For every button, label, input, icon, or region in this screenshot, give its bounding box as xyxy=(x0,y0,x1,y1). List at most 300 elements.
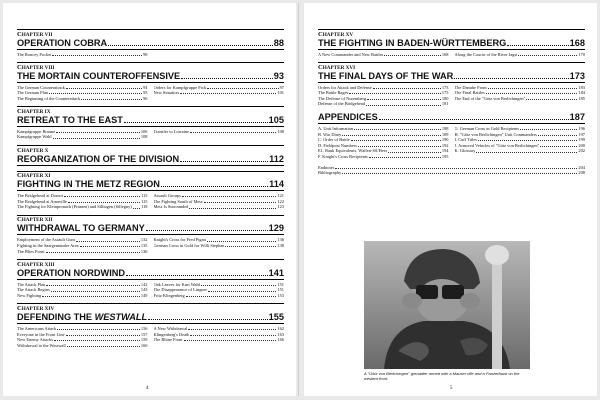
entry-title: The Danube Front xyxy=(454,84,487,90)
chapter-title: REORGANIZATION OF THE DIVISION xyxy=(17,153,180,164)
entries-right-column xyxy=(154,326,285,348)
entry-title: C. Order of Battle xyxy=(318,137,350,143)
chapter-title-row xyxy=(17,223,284,233)
entries-left-column xyxy=(17,282,148,299)
entries-right-column xyxy=(154,129,285,140)
entry-title: Employment of the Assault Guns xyxy=(17,237,76,243)
chapter-title: OPERATION COBRA xyxy=(17,37,108,48)
chapter-title: FIGHTING IN THE METZ REGION xyxy=(17,179,160,190)
entries-right-column xyxy=(154,85,285,102)
chapter-title: THE FINAL DAYS OF THE WAR xyxy=(318,70,454,81)
entry-page: 160 xyxy=(140,342,148,348)
toc-entry xyxy=(154,129,285,135)
appendices-title-row xyxy=(318,112,585,122)
leader-dots xyxy=(520,129,577,130)
chapter-label xyxy=(17,215,284,224)
chapter-entries xyxy=(17,282,284,299)
entry-page: 115 xyxy=(141,193,148,199)
entry-title: New Enemy Attacks xyxy=(17,337,54,343)
toc-entry xyxy=(17,134,148,140)
chapter-title-row xyxy=(17,115,284,125)
chapter-label xyxy=(17,29,284,38)
entries-right-column xyxy=(455,85,586,107)
leader-dots xyxy=(148,319,267,320)
chapter-label xyxy=(17,259,284,268)
entries-left-column xyxy=(318,85,449,107)
chapter-title-row xyxy=(17,312,284,322)
entry-title: Kampfgruppe Wahl xyxy=(17,134,52,140)
right-page xyxy=(304,3,597,396)
chapter-rule xyxy=(17,49,284,50)
chapter-label-initial: C xyxy=(17,107,22,115)
entry-page: 175 xyxy=(441,90,449,96)
entry-page: 115 xyxy=(141,198,148,204)
entry-page: 108 xyxy=(277,128,284,134)
toc-entry xyxy=(17,52,148,58)
leader-dots xyxy=(42,296,140,297)
toc-entry xyxy=(154,90,285,96)
entry-page: 142 xyxy=(140,281,148,287)
leader-dots xyxy=(342,173,577,174)
leader-dots xyxy=(184,340,277,341)
entry-page: 95 xyxy=(143,90,148,96)
entry-title: The Defense of Nuremberg xyxy=(318,95,367,101)
entry-page: 204 xyxy=(578,164,585,170)
entry-page: 170 xyxy=(578,51,585,57)
chapter-label-rest: HAPTER XI xyxy=(21,173,51,180)
entry-title: The Attack Begins xyxy=(17,287,50,293)
entry-page: 96 xyxy=(143,95,148,101)
entry-page: 108 xyxy=(140,134,148,140)
chapter-entries xyxy=(17,52,284,58)
entries-right-column xyxy=(154,52,285,58)
entry-title: Fritz Klingenberg xyxy=(153,292,185,298)
toc-entry xyxy=(17,293,148,299)
back-matter xyxy=(318,165,585,176)
leader-dots xyxy=(186,296,277,297)
leader-dots xyxy=(49,93,142,94)
entry-title: The Battle Rages xyxy=(318,90,349,96)
chapter-label-rest: HAPTER XVI xyxy=(322,64,356,71)
leader-dots xyxy=(180,161,268,162)
chapter-block xyxy=(17,106,284,140)
leader-dots xyxy=(51,291,140,292)
chapter-rule xyxy=(318,49,585,50)
leader-dots xyxy=(126,275,268,276)
chapter-title: THE FIGHTING IN BADEN-WÜRTTEMBERG xyxy=(318,37,507,48)
chapter-rule xyxy=(17,279,284,280)
entry-page: 166 xyxy=(277,337,284,343)
entry-title: Transfer to Lorraine xyxy=(153,128,189,134)
toc-entry xyxy=(154,243,285,249)
leader-dots xyxy=(207,241,277,242)
entry-title: Kampfgruppe Braune xyxy=(17,128,56,134)
entry-title: The Disappearance of Lingner xyxy=(153,287,208,293)
leader-dots xyxy=(68,202,140,203)
entry-page: 162 xyxy=(277,325,284,331)
entry-page: 194 xyxy=(441,148,449,154)
toc-entry xyxy=(17,204,148,210)
chapter-block xyxy=(318,29,585,57)
chapter-rule xyxy=(318,82,585,83)
entry-title: Orders for Kampfgruppe Fick xyxy=(153,84,207,90)
leader-dots xyxy=(182,196,277,197)
toc-entry xyxy=(17,343,148,349)
leader-dots xyxy=(486,93,578,94)
leader-dots xyxy=(369,157,441,158)
entry-title: Assault Groups xyxy=(153,193,181,199)
chapter-rule xyxy=(17,234,284,235)
leader-dots xyxy=(56,132,140,133)
entry-title: E1. Rank Equivalents, Waffen-SS/Heer xyxy=(318,148,388,154)
chapter-rule xyxy=(17,82,284,83)
entry-page: 184 xyxy=(578,90,585,96)
chapter-page: 173 xyxy=(569,70,585,81)
leader-dots xyxy=(57,329,140,330)
chapter-label-rest: HAPTER XII xyxy=(21,217,53,224)
chapter-label-rest: HAPTER VIII xyxy=(21,64,55,71)
leader-dots xyxy=(351,140,441,141)
entry-title: G. German Cross in Gold Recipients xyxy=(454,125,520,131)
entry-page: 190 xyxy=(441,137,449,143)
leader-dots xyxy=(46,285,140,286)
entries-left-column xyxy=(17,85,148,102)
chapter-page: 112 xyxy=(269,153,284,164)
entry-title: Knight's Cross for Fred Pigan xyxy=(153,237,206,243)
entry-page: 192 xyxy=(441,142,449,148)
entry-title: Oak Leaves for Kurt Wahl xyxy=(153,281,200,287)
entries-right-column xyxy=(154,193,285,210)
leader-dots xyxy=(80,246,140,247)
page-number-left: 4 xyxy=(146,386,149,391)
leader-dots xyxy=(53,138,140,139)
chapter-entries xyxy=(17,326,284,348)
chapter-page: 141 xyxy=(268,267,284,278)
entries-left-column xyxy=(17,193,148,210)
chapter-rule xyxy=(17,126,284,127)
entry-title: Withdrawal to the Westwall xyxy=(17,342,66,348)
entries-left-column xyxy=(318,52,449,58)
chapter-rule xyxy=(17,165,284,166)
leader-dots xyxy=(476,152,577,153)
appendices-rule xyxy=(318,123,585,124)
entry-page: 143 xyxy=(140,287,148,293)
toc-entry xyxy=(318,101,449,107)
chapter-title-row xyxy=(318,38,585,48)
chapter-block xyxy=(17,171,284,210)
entry-page: 208 xyxy=(578,170,585,176)
toc-entry xyxy=(318,52,449,58)
leader-dots xyxy=(64,196,140,197)
toc-entry xyxy=(17,249,148,255)
entry-page: 98 xyxy=(143,51,148,57)
entry-title: B. War Diary xyxy=(318,131,342,137)
entry-page: 202 xyxy=(578,148,585,154)
leader-dots xyxy=(189,208,276,209)
entry-title: I. Cuff Titles xyxy=(454,137,477,143)
leader-dots xyxy=(540,146,577,147)
entry-title: Everyone in the Front Line xyxy=(17,331,65,337)
entry-title: Klingenberg's Death xyxy=(153,331,190,337)
leader-dots xyxy=(358,146,441,147)
entry-title: New Situation xyxy=(153,90,179,96)
chapter-title: THE MORTAIN COUNTEROFFENSIVE xyxy=(17,70,181,81)
toc-entry xyxy=(455,148,586,154)
chapter-page: 93 xyxy=(273,70,284,81)
chapter-block xyxy=(17,303,284,348)
entry-title: Defense of the Bridgehead xyxy=(318,101,365,107)
entry-title: The Fighting South of Metz xyxy=(153,198,203,204)
entry-page: 135 xyxy=(140,242,148,248)
chapter-label-rest: HAPTER X xyxy=(21,147,49,154)
entry-title: German Cross in Gold for Willi Stephan xyxy=(153,242,225,248)
entry-page: 189 xyxy=(441,131,449,137)
entry-page: 199 xyxy=(578,137,585,143)
entry-page: 151 xyxy=(277,281,284,287)
chapter-page: 114 xyxy=(269,179,284,190)
leader-dots xyxy=(180,93,277,94)
entry-title: K. Glossary xyxy=(454,148,476,154)
entry-page: 94 xyxy=(143,84,148,90)
entry-title: H. "Götz von Berlichingen" Unit Commanders xyxy=(454,131,537,137)
chapter-block xyxy=(17,29,284,57)
leader-dots xyxy=(76,241,140,242)
entry-page: 180 xyxy=(441,95,449,101)
chapter-label-initial: C xyxy=(17,146,22,154)
page-number-right: 5 xyxy=(450,386,453,391)
entry-title: Endnotes xyxy=(318,164,335,170)
entry-page: 106 xyxy=(140,128,148,134)
entry-page: 183 xyxy=(578,84,585,90)
chapter-rule xyxy=(17,323,284,324)
entry-title: A New Commander and New Battles xyxy=(318,51,384,57)
chapter-entries xyxy=(17,193,284,210)
appendices-page: 187 xyxy=(569,111,585,122)
leader-dots xyxy=(146,230,268,231)
leader-dots xyxy=(526,99,577,100)
entry-page: 157 xyxy=(140,331,148,337)
entry-page: 151 xyxy=(277,287,284,293)
chapter-label-initial: C xyxy=(17,63,22,71)
chapter-block xyxy=(17,62,284,101)
chapter-label-initial: C xyxy=(17,260,22,268)
entry-title: The Final Battles xyxy=(454,90,485,96)
entry-title: The Roncey Pocket xyxy=(17,51,52,57)
chapter-title xyxy=(17,312,147,322)
chapter-label-initial: C xyxy=(17,172,22,180)
chapter-label-rest: HAPTER VII xyxy=(21,31,53,38)
entry-title: The Bridgehead at Dornot xyxy=(17,193,63,199)
entry-page: 97 xyxy=(279,84,284,90)
entry-title: New Fighting xyxy=(17,292,42,298)
entry-title: The Bridgehead at Arnaville xyxy=(17,198,67,204)
entry-title: Bibliography xyxy=(318,170,342,176)
leader-dots xyxy=(488,88,578,89)
entry-page: 196 xyxy=(578,125,585,131)
leader-dots xyxy=(478,140,577,141)
chapter-title: WITHDRAWAL TO GERMANY xyxy=(17,223,145,234)
chapter-title-row xyxy=(17,71,284,81)
entry-title: Orders for Attack and Defense xyxy=(318,84,372,90)
toc-entry xyxy=(154,337,285,343)
photo-caption: A "Götz von Berlichingen" grenadier armed with a Mauser rifle and a Panzerfaust on the western front. xyxy=(364,371,520,381)
chapter-label xyxy=(17,303,284,312)
entry-title: A. Unit Information xyxy=(318,125,354,131)
entries-right-column xyxy=(154,282,285,299)
chapter-title-text: DEFENDING THE xyxy=(17,311,95,322)
leader-dots xyxy=(190,132,276,133)
leader-dots xyxy=(81,99,142,100)
chapter-label-initial: C xyxy=(318,63,323,71)
chapter-entries xyxy=(17,85,284,102)
chapter-label-initial: C xyxy=(17,304,22,312)
leader-dots xyxy=(66,88,142,89)
chapter-label xyxy=(318,29,585,38)
entry-page: 156 xyxy=(140,325,148,331)
toc-entry xyxy=(17,96,148,102)
leader-dots xyxy=(108,45,273,46)
leader-dots xyxy=(538,135,578,136)
appendices-block xyxy=(318,112,585,160)
chapter-entries xyxy=(17,129,284,140)
chapter-title-row xyxy=(17,179,284,189)
entry-title: The Rhine Front xyxy=(153,337,183,343)
leader-dots xyxy=(225,246,276,247)
entry-title: The Fighting for Kleinpronach (Prumen) and Sillingen (Sillegny) xyxy=(17,204,132,210)
chapter-title: RETREAT TO THE EAST xyxy=(17,114,123,125)
entry-page: 181 xyxy=(441,101,449,107)
chapter-label-initial: C xyxy=(318,30,323,38)
chapter-page: 105 xyxy=(268,114,284,125)
entry-page: 195 xyxy=(441,153,449,159)
chapter-page: 168 xyxy=(569,37,585,48)
chapter-label-initial: C xyxy=(17,216,22,224)
toc-entry xyxy=(318,154,449,160)
chapter-block xyxy=(17,145,284,166)
entry-page: 185 xyxy=(578,95,585,101)
leader-dots xyxy=(384,55,441,56)
entries-left-column xyxy=(17,129,148,140)
chapter-label-rest: HAPTER IX xyxy=(21,108,51,115)
appendices-left-column xyxy=(318,126,449,160)
entry-page: 163 xyxy=(277,331,284,337)
chapter-rule xyxy=(17,190,284,191)
entry-page: 122 xyxy=(277,198,284,204)
chapter-label xyxy=(318,62,585,71)
chapter-label xyxy=(17,171,284,180)
entries-right-column xyxy=(154,237,285,254)
entries-left-column xyxy=(17,237,148,254)
leader-dots xyxy=(454,78,568,79)
chapter-page: 155 xyxy=(268,311,284,322)
entry-title: A New Withdrawal xyxy=(153,325,188,331)
entry-title: Metz Is Surrounded xyxy=(153,204,189,210)
entry-title: The Americans Attack xyxy=(17,325,57,331)
leader-dots xyxy=(201,285,277,286)
entry-title: The German Counterattack xyxy=(17,84,65,90)
entry-page: 132 xyxy=(140,237,148,243)
entry-page: 173 xyxy=(441,84,449,90)
entry-title: The End of the "Götz von Berlichingen" xyxy=(454,95,526,101)
entry-page: 153 xyxy=(277,292,284,298)
entry-title: The Beginning of the Counterattack xyxy=(17,95,81,101)
appendices-entries xyxy=(318,126,585,160)
right-toc xyxy=(318,29,585,176)
entry-page: 168 xyxy=(441,51,449,57)
toc-entry xyxy=(154,204,285,210)
chapter-entries xyxy=(17,237,284,254)
entries-left-column xyxy=(17,326,148,348)
toc-entry xyxy=(154,293,285,299)
entry-title: The Blies Front xyxy=(17,248,45,254)
left-page xyxy=(3,3,296,396)
entry-title: Fighting in the Saargemünder Area xyxy=(17,242,79,248)
chapter-label-initial: C xyxy=(17,30,22,38)
chapter-page: 88 xyxy=(273,37,284,48)
entry-page: 136 xyxy=(140,248,148,254)
entries-left-column xyxy=(17,52,148,58)
leader-dots xyxy=(52,55,142,56)
leader-dots xyxy=(66,335,140,336)
chapter-title: OPERATION NORDWIND xyxy=(17,267,126,278)
leader-dots xyxy=(161,186,268,187)
entry-page: 149 xyxy=(140,292,148,298)
leader-dots xyxy=(207,88,279,89)
leader-dots xyxy=(190,335,276,336)
entry-title: J. Armored Vehicles of "Götz von Berlichingen" xyxy=(454,142,540,148)
entry-page: 101 xyxy=(277,90,284,96)
leader-dots xyxy=(335,168,577,169)
leader-dots xyxy=(54,340,140,341)
leader-dots xyxy=(367,99,441,100)
entry-title: The Attack Plan xyxy=(17,281,46,287)
entry-page: 188 xyxy=(441,125,449,131)
leader-dots xyxy=(124,122,268,123)
chapter-label-rest: HAPTER XIII xyxy=(21,261,55,268)
photo-block xyxy=(364,241,530,381)
appendices-right-column xyxy=(455,126,586,160)
entry-page: 159 xyxy=(140,337,148,343)
entry-page: 121 xyxy=(277,193,284,199)
appendices-title: APPENDICES xyxy=(318,111,378,122)
entry-page: 200 xyxy=(578,142,585,148)
chapter-block xyxy=(17,259,284,298)
leader-dots xyxy=(188,329,276,330)
leader-dots xyxy=(388,152,441,153)
chapter-block xyxy=(17,215,284,254)
leader-dots xyxy=(67,346,140,347)
entry-page: 136 xyxy=(277,237,284,243)
entry-page: 138 xyxy=(277,242,284,248)
chapter-entries xyxy=(318,85,585,107)
chapter-label-rest: HAPTER XV xyxy=(322,31,354,38)
chapter-title-row xyxy=(17,268,284,278)
leader-dots xyxy=(204,202,277,203)
soldier-photo xyxy=(364,241,530,369)
chapter-entries xyxy=(318,52,585,58)
toc-entry xyxy=(455,96,586,102)
entry-title: Along the Course of the River Jagst xyxy=(454,51,518,57)
left-toc xyxy=(17,29,284,353)
leader-dots xyxy=(373,88,441,89)
chapter-label xyxy=(17,145,284,154)
toc-entry xyxy=(318,170,585,176)
entry-page: 118 xyxy=(141,204,148,210)
leader-dots xyxy=(507,45,568,46)
gutter xyxy=(298,3,299,396)
leader-dots xyxy=(379,119,569,120)
chapter-title-row xyxy=(318,71,585,81)
